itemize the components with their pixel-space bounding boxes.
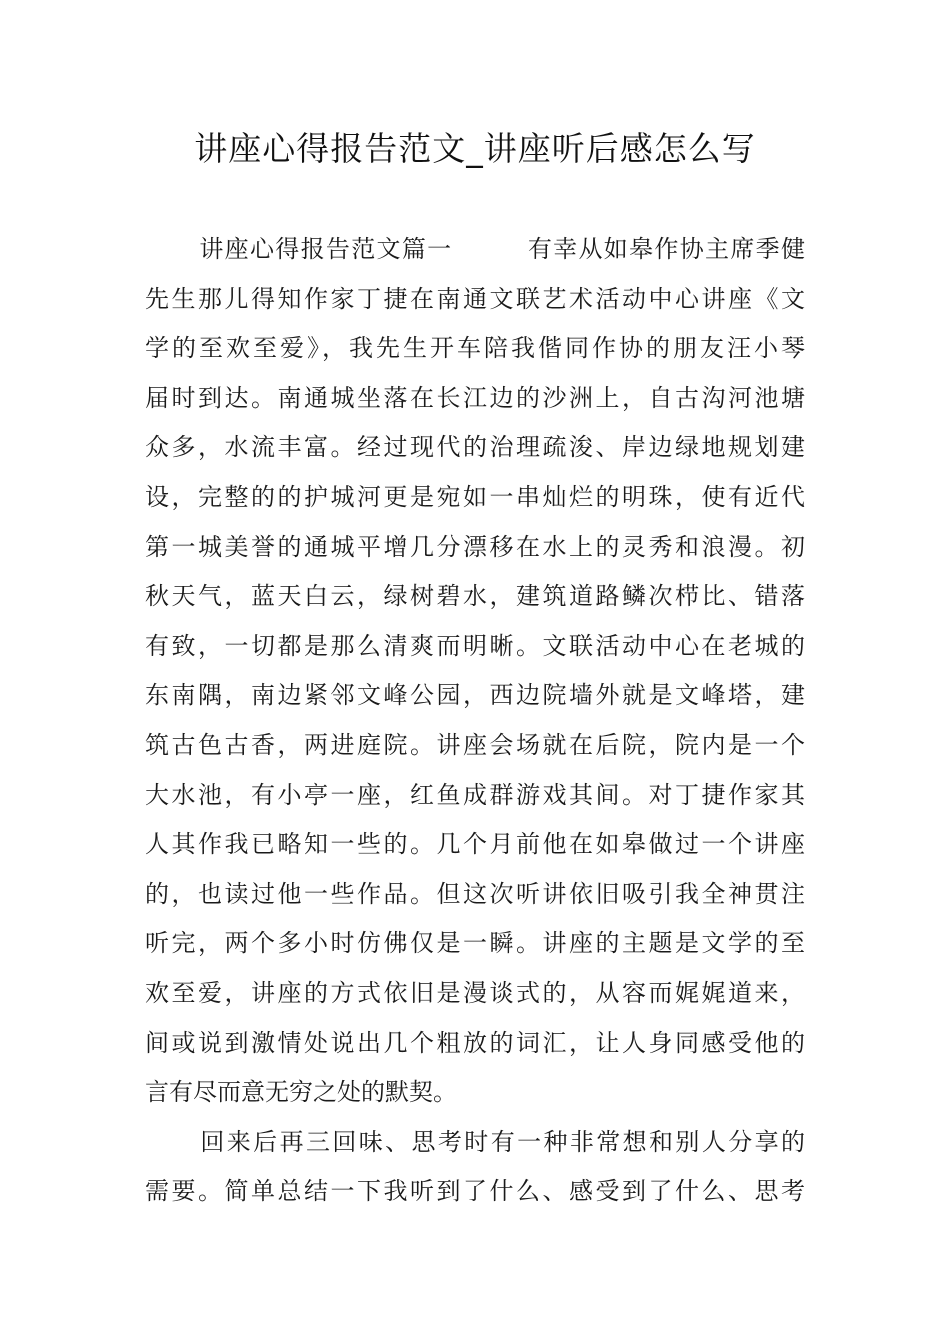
paragraph-line: 先生那儿得知作家丁捷在南通文联艺术活动中心讲座《文 — [145, 284, 805, 313]
document-title: 讲座心得报告范文_讲座听后感怎么写 — [194, 129, 756, 168]
paragraph-line: 届时到达。南通城坐落在长江边的沙洲上，自古沟河池塘 — [145, 383, 805, 412]
paragraph-text: 有幸从如皋作协主席季健 — [526, 235, 805, 263]
paragraph-line: 的，也读过他一些作品。但这次听讲依旧吸引我全神贯注 — [145, 879, 805, 908]
paragraph-line — [145, 225, 805, 275]
paragraph-text: 回来后再三回味、思考时有一种非常想和别人分享的 — [198, 1127, 805, 1156]
paragraph-1 — [145, 225, 805, 1118]
paragraph-line: 欢至爱，讲座的方式依旧是漫谈式的，从容而娓娓道来， — [145, 978, 805, 1007]
paragraph-2 — [145, 1118, 805, 1217]
paragraph-line: 筑古色古香，两进庭院。讲座会场就在后院，院内是一个 — [145, 730, 805, 759]
paragraph-line: 秋天气，蓝天白云，绿树碧水，建筑道路鳞次栉比、错落 — [145, 582, 805, 611]
paragraph-line: 众多，水流丰富。经过现代的治理疏浚、岸边绿地规划建 — [145, 433, 805, 462]
document-body — [145, 225, 805, 1217]
paragraph-line: 需要。简单总结一下我听到了什么、感受到了什么、思考 — [145, 1177, 805, 1206]
paragraph-line: 大水池，有小亭一座，红鱼成群游戏其间。对丁捷作家其 — [145, 780, 805, 809]
paragraph-line: 东南隅，南边紧邻文峰公园，西边院墙外就是文峰塔，建 — [145, 681, 805, 710]
paragraph-line: 有致，一切都是那么清爽而明晰。文联活动中心在老城的 — [145, 631, 805, 660]
paragraph-line: 设，完整的的护城河更是宛如一串灿烂的明珠，使有近代 — [145, 482, 805, 511]
paragraph-line: 言有尽而意无穷之处的默契。 — [145, 1078, 457, 1107]
paragraph-line: 人其作我已略知一些的。几个月前他在如皋做过一个讲座 — [145, 830, 805, 859]
paragraph-line: 第一城美誉的通城平增几分漂移在水上的灵秀和浪漫。初 — [145, 532, 805, 561]
paragraph-line: 间或说到激情处说出几个粗放的词汇，让人身同感受他的 — [145, 1028, 805, 1057]
section-heading: 讲座心得报告范文篇一 — [198, 235, 453, 263]
paragraph-line: 听完，两个多小时仿佛仅是一瞬。讲座的主题是文学的至 — [145, 929, 805, 958]
paragraph-line — [145, 1118, 805, 1168]
paragraph-line: 学的至欢至爱》，我先生开车陪我偕同作协的朋友汪小琴 — [145, 334, 805, 363]
